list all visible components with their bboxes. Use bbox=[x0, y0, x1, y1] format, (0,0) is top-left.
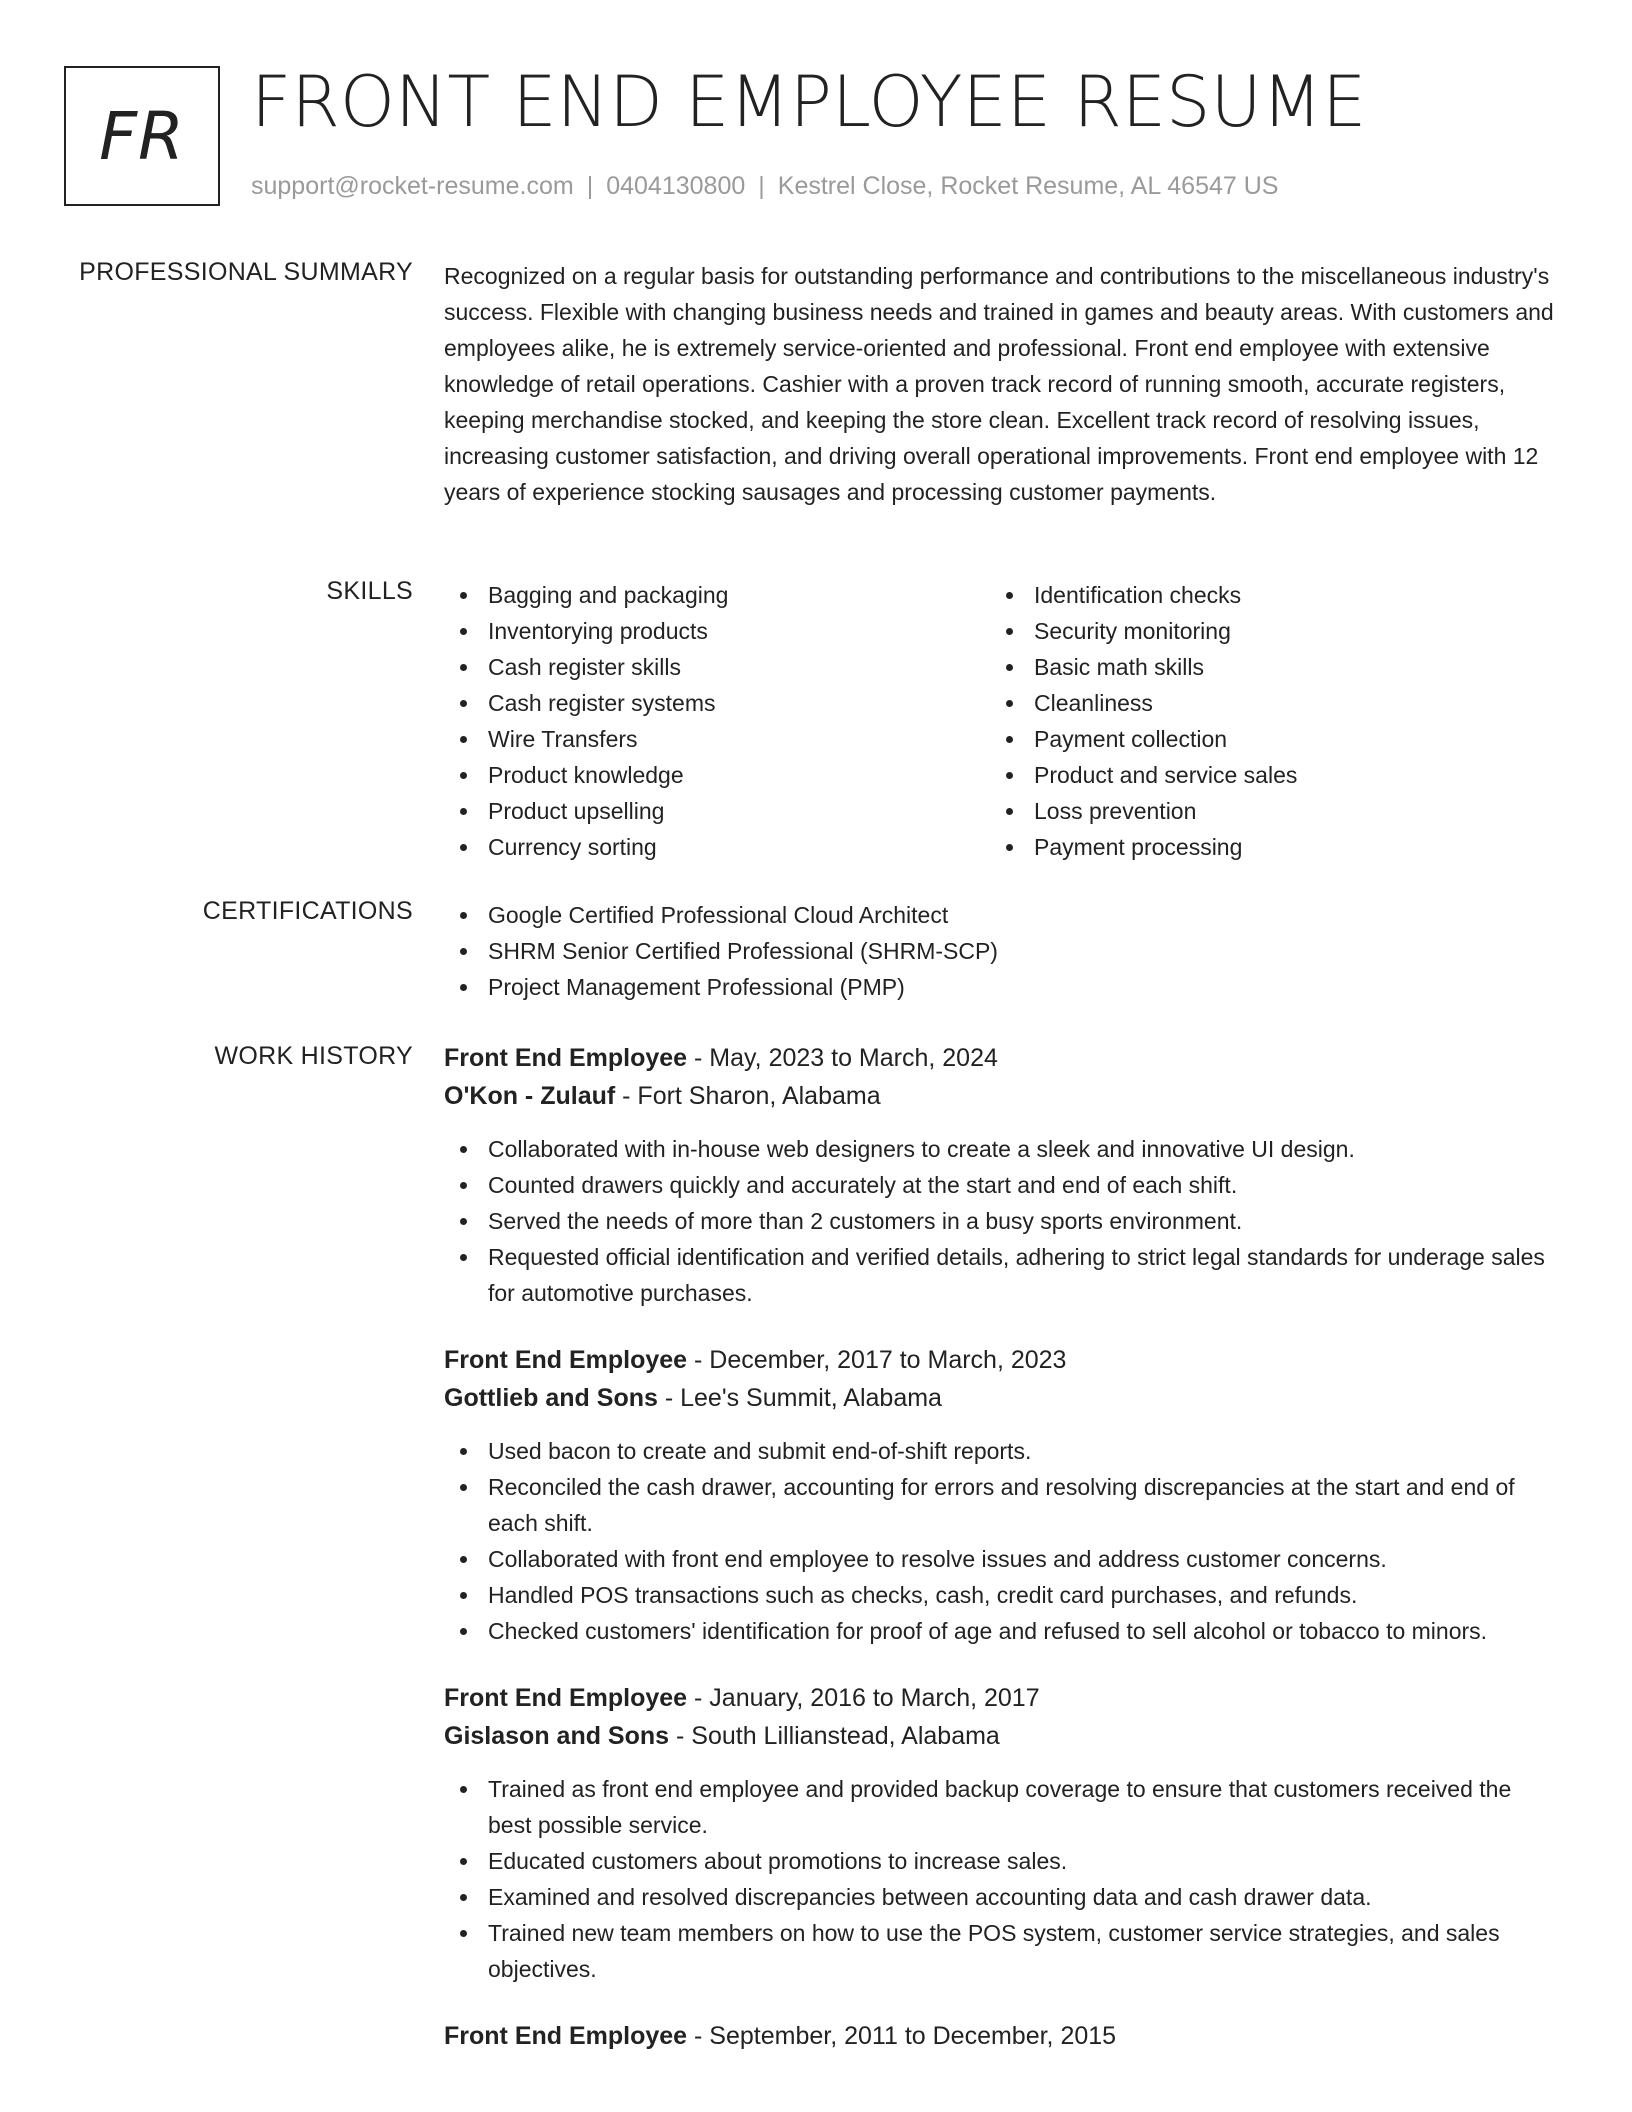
job-company: O'Kon - Zulauf bbox=[444, 1082, 616, 1110]
job-location: - Lee's Summit, Alabama bbox=[657, 1384, 942, 1412]
job-bullet: Served the needs of more than 2 customers in a busy sports environment. bbox=[444, 1203, 1560, 1239]
job-title-line bbox=[444, 1039, 1560, 1077]
job-location: - South Lillianstead, Alabama bbox=[669, 1722, 1000, 1750]
job-title: Front End Employee bbox=[444, 2022, 688, 2050]
skill-item: Currency sorting bbox=[444, 829, 990, 865]
contact-separator: | bbox=[586, 172, 594, 200]
certification-item: Google Certified Professional Cloud Architect bbox=[444, 897, 1560, 933]
job-title-line bbox=[444, 1679, 1560, 1717]
job-entry bbox=[444, 1679, 1560, 1987]
contact-address: Kestrel Close, Rocket Resume, AL 46547 US bbox=[777, 172, 1279, 200]
skill-item: Security monitoring bbox=[990, 613, 1536, 649]
contact-line bbox=[251, 172, 1278, 201]
monogram-logo: FR bbox=[64, 66, 220, 206]
contact-phone: 0404130800 bbox=[606, 172, 746, 200]
job-dates: - December, 2017 to March, 2023 bbox=[687, 1346, 1067, 1374]
job-bullet: Requested official identification and verified details, adhering to strict legal standards for underage sales for automotive purchases. bbox=[444, 1239, 1560, 1311]
summary-label: PROFESSIONAL SUMMARY bbox=[79, 258, 413, 286]
skill-item: Product knowledge bbox=[444, 757, 990, 793]
job-bullet: Trained as front end employee and provided backup coverage to ensure that customers received the best possible service. bbox=[444, 1771, 1560, 1843]
job-company-line bbox=[444, 1717, 1560, 1755]
skills-label: SKILLS bbox=[326, 577, 413, 605]
skill-item: Payment processing bbox=[990, 829, 1536, 865]
job-bullet: Collaborated with front end employee to resolve issues and address customer concerns. bbox=[444, 1541, 1560, 1577]
job-bullet: Counted drawers quickly and accurately at the start and end of each shift. bbox=[444, 1167, 1560, 1203]
skill-item: Product upselling bbox=[444, 793, 990, 829]
skill-item: Basic math skills bbox=[990, 649, 1536, 685]
job-title: Front End Employee bbox=[444, 1044, 688, 1072]
job-bullets bbox=[444, 1131, 1560, 1311]
job-title: Front End Employee bbox=[444, 1346, 688, 1374]
job-bullet: Educated customers about promotions to increase sales. bbox=[444, 1843, 1560, 1879]
summary-text: Recognized on a regular basis for outstanding performance and contributions to the miscellaneous industry's success. Flexible with changing business needs and trained in games and beauty areas. With customers and employees alike, he is extremely service-oriented and professional. Front end employee with extensive knowledge of retail operations. Cashier with a proven track record of running smooth, accurate registers, keeping merchandise stocked, and keeping the store clean. Excellent track record of resolving issues, increasing customer satisfaction, and driving overall operational improvements. Front end employee with 12 years of experience stocking sausages and processing customer payments. bbox=[444, 263, 1554, 505]
skill-item: Cash register systems bbox=[444, 685, 990, 721]
skill-item: Loss prevention bbox=[990, 793, 1536, 829]
job-company-line bbox=[444, 1077, 1560, 1115]
certifications-body bbox=[444, 897, 1560, 1005]
job-company-line bbox=[444, 1379, 1560, 1417]
certifications-list bbox=[444, 897, 1560, 1005]
certification-item: SHRM Senior Certified Professional (SHRM-SCP) bbox=[444, 933, 1560, 969]
job-entry bbox=[444, 2017, 1560, 2055]
job-bullet: Handled POS transactions such as checks, cash, credit card purchases, and refunds. bbox=[444, 1577, 1560, 1613]
skill-item: Payment collection bbox=[990, 721, 1536, 757]
skill-item: Bagging and packaging bbox=[444, 577, 990, 613]
skills-body bbox=[444, 577, 1560, 865]
job-bullet: Examined and resolved discrepancies between accounting data and cash drawer data. bbox=[444, 1879, 1560, 1915]
job-bullet: Trained new team members on how to use the POS system, customer service strategies, and sales objectives. bbox=[444, 1915, 1560, 1987]
contact-separator: | bbox=[758, 172, 765, 200]
skill-item: Inventorying products bbox=[444, 613, 990, 649]
contact-email: support@rocket-resume.com bbox=[251, 172, 574, 200]
job-title: Front End Employee bbox=[444, 1684, 688, 1712]
skills-list-left bbox=[444, 577, 990, 865]
skill-item: Identification checks bbox=[990, 577, 1536, 613]
resume-title: FRONT END EMPLOYEE RESUME bbox=[251, 61, 1367, 143]
job-bullet: Used bacon to create and submit end-of-shift reports. bbox=[444, 1433, 1560, 1469]
job-bullet: Collaborated with in-house web designers to create a sleek and innovative UI design. bbox=[444, 1131, 1560, 1167]
job-company: Gislason and Sons bbox=[444, 1722, 670, 1750]
job-entry bbox=[444, 1341, 1560, 1649]
work-history-label: WORK HISTORY bbox=[214, 1042, 413, 1070]
certifications-label: CERTIFICATIONS bbox=[202, 897, 413, 925]
skill-item: Cleanliness bbox=[990, 685, 1536, 721]
job-bullets bbox=[444, 1771, 1560, 1987]
job-bullet: Reconciled the cash drawer, accounting for errors and resolving discrepancies at the start and end of each shift. bbox=[444, 1469, 1560, 1541]
job-dates: - September, 2011 to December, 2015 bbox=[687, 2022, 1117, 2050]
skill-item: Cash register skills bbox=[444, 649, 990, 685]
job-entry bbox=[444, 1039, 1560, 1311]
job-bullets bbox=[444, 1433, 1560, 1649]
certification-item: Project Management Professional (PMP) bbox=[444, 969, 1560, 1005]
job-dates: - January, 2016 to March, 2017 bbox=[687, 1684, 1040, 1712]
job-title-line bbox=[444, 2017, 1560, 2055]
summary-body bbox=[444, 258, 1560, 510]
skill-item: Wire Transfers bbox=[444, 721, 990, 757]
job-dates: - May, 2023 to March, 2024 bbox=[687, 1044, 998, 1072]
job-company: Gottlieb and Sons bbox=[444, 1384, 658, 1412]
job-location: - Fort Sharon, Alabama bbox=[615, 1082, 881, 1110]
work-history-body bbox=[444, 1039, 1560, 2055]
skills-list-right bbox=[990, 577, 1536, 865]
job-title-line bbox=[444, 1341, 1560, 1379]
skill-item: Product and service sales bbox=[990, 757, 1536, 793]
job-bullet: Checked customers' identification for proof of age and refused to sell alcohol or tobacco to minors. bbox=[444, 1613, 1560, 1649]
